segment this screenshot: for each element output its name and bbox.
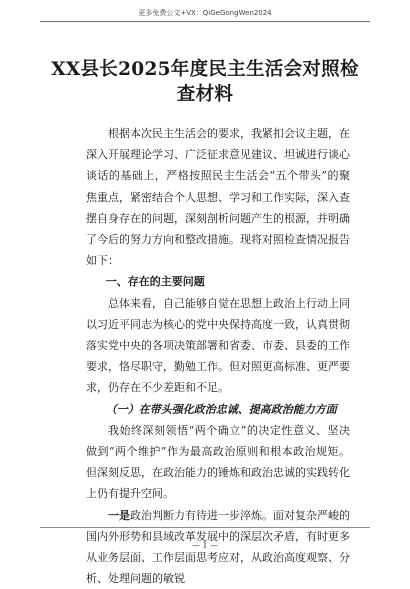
intro-paragraph: 根据本次民主生活会的要求，我紧扣会议主题，在深入开展理论学习、广泛征求意见建议、坦诚进行谈心谈话的基础上，严格按照民主生活会“五个带头”的聚焦重点，紧密结合个人思想、学习和工作实际，深入查摆自身存在的问题，深刻剖析问题产生的根源，并明确了今后的努力方向和整改措施。现将对照检查情况报告如下：	[86, 127, 350, 268]
subsection-heading: （一）在带头强化政治忠诚、提高政治能力方面	[105, 402, 337, 416]
header-divider	[40, 21, 370, 22]
section-heading: 一、存在的主要问题	[105, 275, 205, 289]
section-paragraph: 总体来看，自己能够自觉在思想上政治上行动上同以习近平同志为核心的党中央保持高度一致，认真贯彻落实党中央的各项决策部署和省委、市委、县委的工作要求，恪尽职守，勤勉工作。但对照更高标准、更严要求，仍存在不少差距和不足。	[86, 296, 350, 395]
point-lead: 一是	[108, 508, 130, 522]
document-title: XX县长2025年度民主生活会对照检查材料	[51, 59, 359, 105]
document-body	[86, 123, 350, 589]
page-number: — 1 —	[191, 541, 219, 550]
footer-divider	[40, 527, 370, 528]
top-banner: 更多免费公文+VX：QiGeGongWen2024	[138, 9, 272, 17]
point-text: 政治判断力有待进一步淬炼。面对复杂严峻的国内外形势和县域改革发展中的深层次矛盾，有时更多从业务层面、工作层面思考应对，从政治高度观察、分析、处理问题的敏锐	[86, 508, 350, 586]
subsection-paragraph: 我始终深刻领悟“两个确立”的决定性意义、坚决做到“两个维护”作为最高政治原则和根本政治规矩。但深刻反思，在政治能力的锤炼和政治忠诚的实践转化上仍有提升空间。	[86, 423, 350, 501]
